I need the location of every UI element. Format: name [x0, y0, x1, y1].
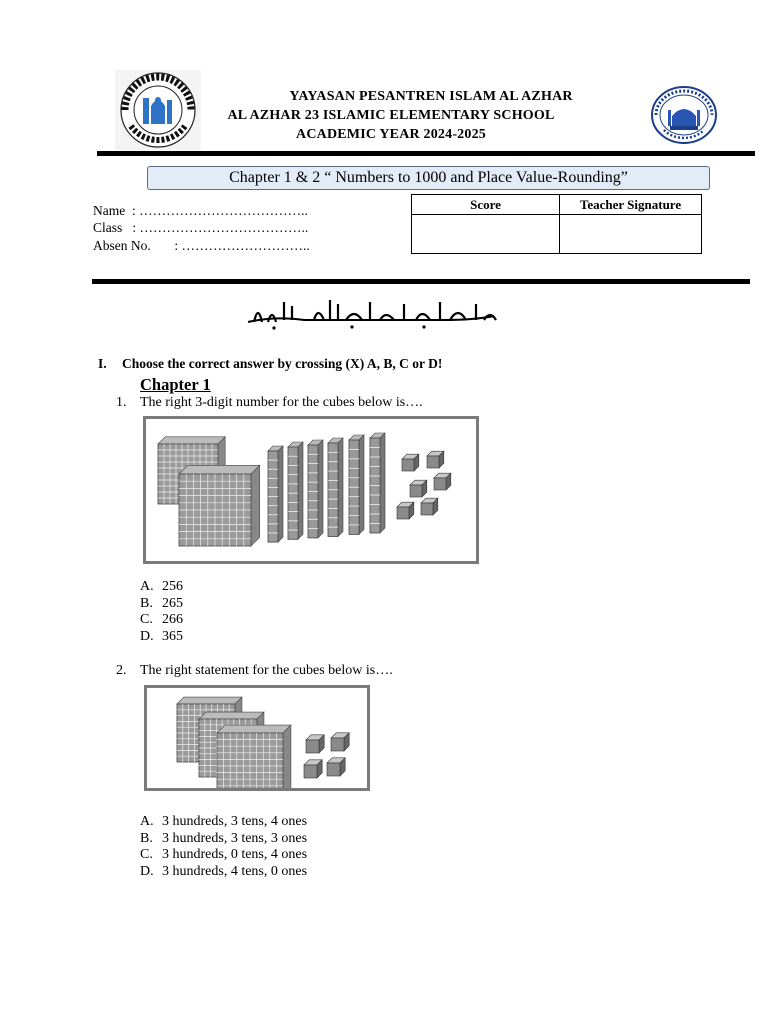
tens-rod	[328, 438, 343, 537]
section-number: I.	[98, 356, 107, 371]
score-table	[411, 194, 702, 254]
option-a[interactable]: A. 256	[140, 579, 183, 594]
hundreds-flat	[217, 725, 291, 788]
foundation-name: YAYASAN PESANTREN ISLAM AL AZHAR	[289, 89, 573, 104]
signature-cell	[560, 215, 702, 254]
ones-cube	[304, 760, 322, 778]
ones-cube	[331, 733, 349, 751]
school-name: AL AZHAR 23 ISLAMIC ELEMENTARY SCHOOL	[227, 108, 555, 123]
section-instruction	[98, 356, 442, 372]
header-divider	[97, 151, 755, 156]
tens-rod	[288, 442, 303, 539]
ones-cube	[306, 735, 324, 753]
base-ten-blocks-figure-2	[144, 685, 370, 791]
ones-cube	[402, 454, 419, 471]
question-1	[116, 395, 423, 411]
basmala-calligraphy	[244, 296, 500, 332]
chapter-heading: Chapter 1	[140, 375, 211, 394]
question-2	[116, 663, 393, 679]
absen-field: Absen No. : ………………………..	[93, 238, 310, 253]
option-b[interactable]: B. 3 hundreds, 3 tens, 3 ones	[140, 830, 308, 846]
ones-cube	[410, 480, 427, 497]
score-cell	[412, 215, 560, 254]
name-field: Name : ………………………………..	[93, 203, 308, 218]
option-d[interactable]: D. 3 hundreds, 4 tens, 0 ones	[140, 863, 308, 879]
class-field: Class : ………………………………..	[93, 220, 309, 235]
section-text: Choose the correct answer by crossing (X) A, B, C or D!	[122, 356, 443, 371]
option-c[interactable]: C. 3 hundreds, 0 tens, 4 ones	[140, 847, 308, 862]
question-number: 2.	[116, 663, 127, 678]
base-ten-blocks-figure-1	[143, 416, 479, 564]
ones-cube	[434, 473, 451, 490]
option-d[interactable]: D. 365	[140, 628, 183, 644]
signature-header: Teacher Signature	[560, 195, 702, 215]
academic-year: ACADEMIC YEAR 2024-2025	[296, 127, 486, 142]
tens-rod	[308, 440, 323, 538]
info-divider	[92, 279, 750, 284]
ones-cube	[421, 498, 438, 515]
tens-rod	[349, 435, 364, 534]
ones-cube	[327, 758, 345, 776]
answer-options-1	[140, 579, 183, 645]
question-text: The right statement for the cubes below is….	[140, 663, 393, 678]
option-b[interactable]: B. 265	[140, 595, 183, 611]
tens-rod	[268, 446, 283, 542]
answer-options-2	[140, 814, 307, 880]
tens-rod	[370, 433, 385, 533]
ones-cube	[427, 451, 444, 468]
hundreds-flat	[179, 465, 260, 546]
score-header: Score	[412, 195, 560, 215]
option-c[interactable]: C. 266	[140, 612, 183, 627]
ones-cube	[397, 502, 414, 519]
worksheet-title: Chapter 1 & 2 “ Numbers to 1000 and Place Value-Rounding”	[147, 166, 710, 190]
question-text: The right 3-digit number for the cubes below is….	[140, 395, 423, 410]
basmala-image	[244, 296, 500, 332]
option-a[interactable]: A. 3 hundreds, 3 tens, 4 ones	[140, 814, 308, 829]
question-number: 1.	[116, 395, 127, 410]
